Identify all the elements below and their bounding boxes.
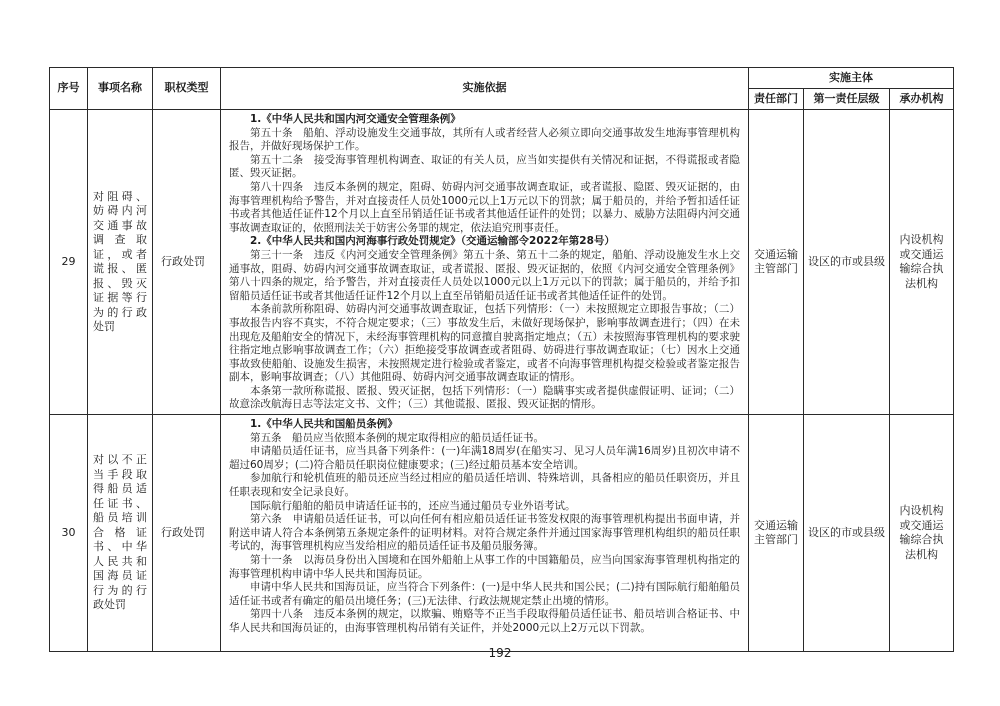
basis-article: 第三十一条 违反《内河交通安全管理条例》第五十条、第五十二条的规定，船舶、浮动设施发生水上交通事故，阻碍、妨碍内河交通事故调查取证，或者谎报、匿报、毁灭证据的，依照《内河交通安全管理条例》第八十四条的规定，给予警告，并对直接责任人员处以1000元以上1万元以下的罚款；属于船员的，并给予扣留船员适任证书或者其他适任证件12个月以上直至吊销船员适任证书或者其他适任证件的处罚。 [229,248,740,302]
basis-law-title: 2.《中华人民共和国内河海事行政处罚规定》（交通运输部令2022年第28号） [250,235,615,248]
header-first-level: 第一责任层级 [804,89,890,110]
basis-article: 申请船员适任证书，应当具备下列条件：(一)年满18周岁(在船实习、见习人员年满16周岁)且初次申请不超过60周岁；(二)符合船员任职岗位健康要求；(三)经过船员基本安全培训。 [229,445,740,471]
cell-index: 29 [50,110,88,415]
basis-article: 本条第一款所称谎报、匿报、毁灭证据，包括下列情形：（一）隐瞒事实或者提供虚假证明、证词；（二）故意涂改航海日志等法定文书、文件；（三）其他谎报、匿报、毁灭证据的情形。 [229,384,740,411]
basis-article: 第四十八条 违反本条例的规定，以欺骗、贿赂等不正当手段取得船员适任证书、船员培训合格证书、中华人民共和国海员证的，由海事管理机构吊销有关证件，并处2000元以上2万元以下罚款。 [229,608,740,634]
basis-article: 第八十四条 违反本条例的规定，阻碍、妨碍内河交通事故调查取证，或者谎报、隐匿、毁灭证据的，由海事管理机构给予警告，并对直接责任人员处1000元以上1万元以下的罚款；属于船员的，并给予暂扣适任证书或者其他适任证件12个月以上直至吊销适任证书或者其他适任证件的处罚；以暴力、威胁方法阻碍内河交通事故调查取证的，依照刑法关于妨害公务罪的规定，依法追究刑事责任。 [229,180,740,234]
enforcement-items-table [49,67,954,652]
page-number: 192 [488,646,512,660]
table-body [50,110,954,652]
header-row-top [50,68,954,89]
basis-article: 第十一条 以海员身份出入国境和在国外船舶上从事工作的中国籍船员，应当向国家海事管理机构指定的海事管理机构申请中华人民共和国海员证。 [229,554,740,580]
cell-authority-type: 行政处罚 [153,415,221,652]
basis-article: 国际航行船舶的船员申请适任证书的，还应当通过船员专业外语考试。 [250,499,576,512]
basis-article: 申请中华人民共和国海员证，应当符合下列条件：(一)是中华人民共和国公民；(二)持有国际航行船舶船员适任证书或者有确定的船员出境任务；(三)无法律、行政法规规定禁止出境的情形。 [229,581,740,607]
basis-article: 第五十二条 接受海事管理机构调查、取证的有关人员，应当如实提供有关情况和证据，不得谎报或者隐匿、毁灭证据。 [229,153,740,180]
cell-handling-agency: 内设机构或交通运输综合执法机构 [890,110,954,415]
cell-handling-agency: 内设机构或交通运输综合执法机构 [890,415,954,652]
cell-first-level: 设区的市或县级 [804,110,890,415]
basis-law-title: 1.《中华人民共和国船员条例》 [250,418,398,431]
header-item-name: 事项名称 [88,68,153,110]
table-row [50,110,954,415]
cell-authority-type: 行政处罚 [153,110,221,415]
basis-article: 本条前款所称阻碍、妨碍内河交通事故调查取证，包括下列情形：（一）未按照规定立即报告事故；（二）事故报告内容不真实，不符合规定要求；（三）事故发生后，未做好现场保护，影响事故调查进行；（四）在未出现危及船舶安全的情况下，未经海事管理机构的同意擅自驶离指定地点；（五）未按照海事管理机构的要求驶往指定地点影响事故调查工作；（六）拒绝接受事故调查或者阻碍、妨碍进行事故调查取证；（七）因水上交通事故致使船舶、设施发生损害，未按照规定进行检验或者鉴定，或者不向海事管理机构提交检验或者鉴定报告副本，影响事故调查；（八）其他阻碍、妨碍内河交通事故调查取证的情形。 [229,303,740,384]
cell-item-name: 对以不正当手段取得船员适任证书、船员培训合格证书、中华人民共和国海员证行为的行政处罚 [88,415,153,652]
cell-index: 30 [50,415,88,652]
cell-basis [221,415,749,652]
table-row [50,415,954,652]
cell-item-name: 对阻碍、妨碍内河交通事故调查取证，或者谎报、匿报、毁灭证据等行为的行政处罚 [88,110,153,415]
basis-article: 参加航行和轮机值班的船员还应当经过相应的船员适任培训、特殊培训，具备相应的船员任职资历，并且任职表现和安全记录良好。 [229,472,740,499]
cell-responsible-dept: 交通运输主管部门 [749,110,804,415]
basis-law-title: 1.《中华人民共和国内河交通安全管理条例》 [250,113,461,125]
cell-basis [221,110,749,415]
header-handling-agency: 承办机构 [890,89,954,110]
header-implementing-subject: 实施主体 [749,68,954,89]
header-responsible-dept: 责任部门 [749,89,804,110]
header-basis: 实施依据 [221,68,749,110]
header-authority-type: 职权类型 [153,68,221,110]
basis-article: 第五十条 船舶、浮动设施发生交通事故，其所有人或者经营人必须立即向交通事故发生地海事管理机构报告，并做好现场保护工作。 [229,126,740,153]
header-index: 序号 [50,68,88,110]
table-header [50,68,954,110]
cell-responsible-dept: 交通运输主管部门 [749,415,804,652]
basis-article: 第五条 船员应当依照本条例的规定取得相应的船员适任证书。 [250,431,544,444]
basis-article: 第六条 申请船员适任证书，可以向任何有相应船员适任证书签发权限的海事管理机构提出书面申请，并附送申请人符合本条例第五条规定条件的证明材料。对符合规定条件并通过国家海事管理机构组织的船员任职考试的，海事管理机构应当发给相应的船员适任证书及船员服务簿。 [229,513,740,553]
cell-first-level: 设区的市或县级 [804,415,890,652]
